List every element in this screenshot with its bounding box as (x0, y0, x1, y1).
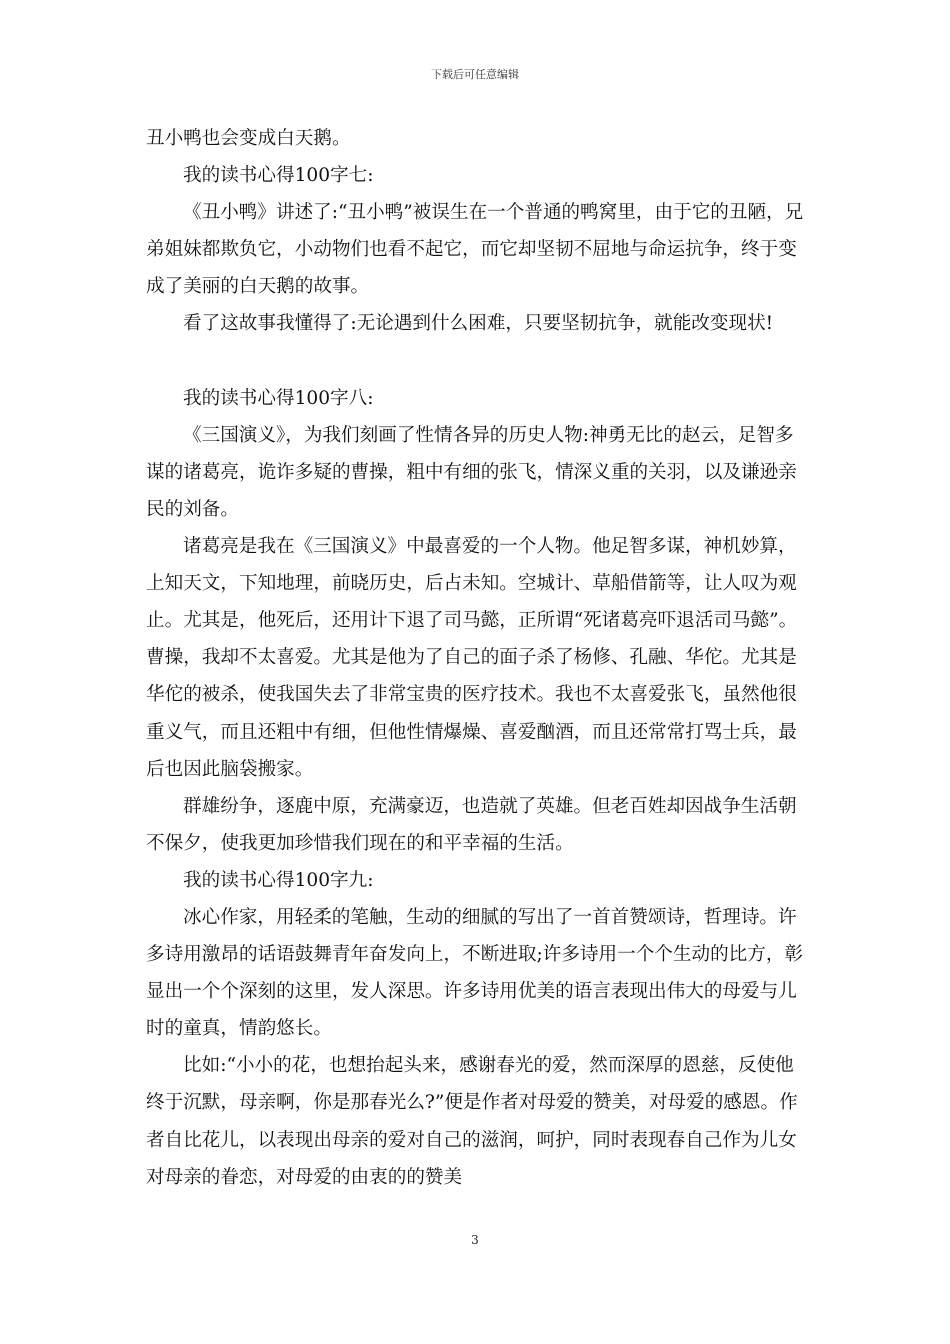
section-heading: 我的读书心得100字七: (183, 165, 374, 187)
paragraph: 比如:“小小的花，也想抬起头来，感谢春光的爱，然而深厚的恩慈，反使他终于沉默，母亲啊，你是那春光么?”便是作者对母爱的赞美，对母爱的感恩。作者自比花儿，以表现出母亲的爱对自己的滋润，呵护，同时表现春自己作为儿女对母亲的眷恋，对母爱的由衷的的赞美 (146, 1055, 798, 1188)
page-number: 3 (471, 1233, 479, 1247)
paragraph: 《丑小鸭》讲述了:“丑小鸭”被误生在一个普通的鸭窝里，由于它的丑陋，兄弟姐妹都欺负它，小动物们也看不起它，而它却坚韧不屈地与命运抗争，终于变成了美丽的白天鹅的故事。 (146, 202, 804, 298)
paragraph: 《三国演义》，为我们刻画了性情各异的历史人物:神勇无比的赵云，足智多谋的诸葛亮，诡诈多疑的曹操，粗中有细的张飞，情深义重的关羽，以及谦逊亲民的刘备。 (146, 424, 797, 520)
paragraph: 丑小鸭也会变成白天鹅。 (146, 128, 351, 149)
blank-line (146, 343, 811, 380)
section-heading: 我的读书心得100字九: (183, 869, 374, 891)
section-heading: 我的读书心得100字八: (183, 387, 374, 409)
page-header: 下载后可任意编辑 (431, 68, 519, 81)
paragraph: 看了这故事我懂得了:无论遇到什么困难，只要坚韧抗争，就能改变现状! (183, 313, 774, 335)
paragraph: 群雄纷争，逐鹿中原，充满豪迈，也造就了英雄。但老百姓却因战争生活朝不保夕，使我更加珍惜我们现在的和平幸福的生活。 (146, 795, 797, 854)
paragraph: 诸葛亮是我在《三国演义》中最喜爱的一个人物。他足智多谋，神机妙算，上知天文，下知地理，前晓历史，后占未知。空城计、草船借箭等，让人叹为观止。尤其是，他死后，还用计下退了司马懿，正所谓“死诸葛亮吓退活司马懿”。曹操，我却不太喜爱。尤其是他为了自己的面子杀了杨修、孔融、华佗。尤其是华佗的被杀，使我国失去了非常宝贵的医疗技术。我也不太喜爱张飞，虽然他很重义气，而且还粗中有细，但他性情爆燥、喜爱酗酒，而且还常常打骂士兵，最后也因此脑袋搬家。 (146, 536, 798, 780)
document-body (146, 120, 811, 1196)
paragraph: 冰心作家，用轻柔的笔触，生动的细腻的写出了一首首赞颂诗，哲理诗。许多诗用激昂的话语鼓舞青年奋发向上，不断进取;许多诗用一个个生动的比方，彰显出一个个深刻的这里，发人深思。许多诗用优美的语言表现出伟大的母爱与儿时的童真，情韵悠长。 (146, 906, 804, 1040)
